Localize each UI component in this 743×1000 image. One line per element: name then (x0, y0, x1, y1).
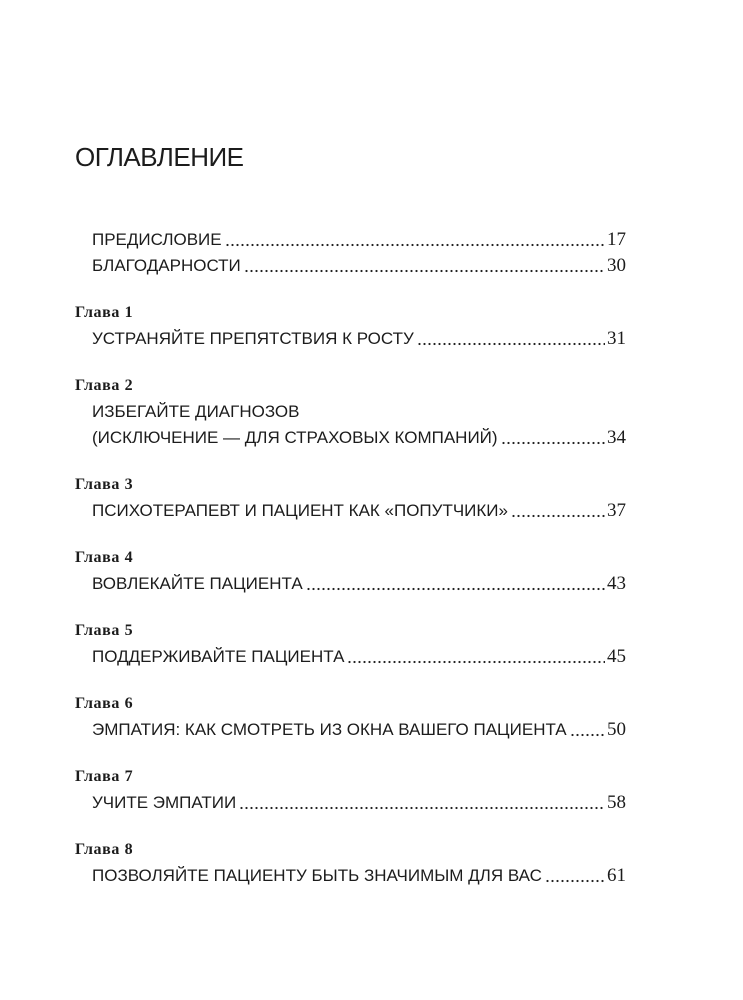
toc-entry-label: ПОДДЕРЖИВАЙТЕ ПАЦИЕНТА (92, 647, 345, 666)
toc-entry-label: ВОВЛЕКАЙТЕ ПАЦИЕНТА (92, 574, 303, 593)
toc-page-number: 30 (607, 255, 626, 276)
dot-leader (570, 717, 605, 743)
dot-leader (511, 498, 605, 524)
toc-page-number: 58 (607, 792, 626, 813)
toc-page-number: 34 (607, 427, 626, 448)
toc-entry-label: (ИСКЛЮЧЕНИЕ — ДЛЯ СТРАХОВЫХ КОМПАНИЙ) (92, 428, 498, 447)
dot-leader (347, 644, 605, 670)
toc-page-number: 17 (607, 229, 626, 250)
chapter-heading: Глава 4 (75, 549, 134, 566)
chapter-heading: Глава 7 (75, 768, 134, 785)
toc-entry-label: ПОЗВОЛЯЙТЕ ПАЦИЕНТУ БЫТЬ ЗНАЧИМЫМ ДЛЯ ВАС (92, 866, 542, 885)
toc-entry-label: УСТРАНЯЙТЕ ПРЕПЯТСТВИЯ К РОСТУ (92, 329, 414, 348)
toc-row-chapter-2 (92, 425, 626, 451)
toc-page-number: 61 (607, 865, 626, 886)
dot-leader (417, 326, 605, 352)
chapter-heading: Глава 5 (75, 622, 134, 639)
dot-leader (545, 863, 605, 889)
toc-page-number: 31 (607, 328, 626, 349)
toc-row-chapter-5 (92, 644, 626, 670)
dot-leader (306, 571, 605, 597)
dot-leader (239, 790, 605, 816)
dot-leader (225, 227, 605, 253)
toc-row-acknowledgements (92, 253, 626, 279)
toc-row-chapter-4 (92, 571, 626, 597)
table-of-contents (75, 227, 626, 889)
toc-entry-label-line: ИЗБЕГАЙТЕ ДИАГНОЗОВ (92, 402, 300, 421)
chapter-heading: Глава 6 (75, 695, 134, 712)
toc-row-chapter-3 (92, 498, 626, 524)
toc-page-number: 45 (607, 646, 626, 667)
chapter-heading: Глава 8 (75, 841, 134, 858)
toc-entry-label: ЭМПАТИЯ: КАК СМОТРЕТЬ ИЗ ОКНА ВАШЕГО ПАЦИЕНТА (92, 720, 567, 739)
toc-entry-label: ПРЕДИСЛОВИЕ (92, 230, 222, 249)
toc-row-preface (92, 227, 626, 253)
toc-entry-label: ПСИХОТЕРАПЕВТ И ПАЦИЕНТ КАК «ПОПУТЧИКИ» (92, 501, 508, 520)
toc-page-number: 37 (607, 500, 626, 521)
toc-row-chapter-8 (92, 863, 626, 889)
toc-page-number: 43 (607, 573, 626, 594)
toc-row-chapter-1 (92, 326, 626, 352)
chapter-heading: Глава 2 (75, 377, 134, 394)
chapter-heading: Глава 1 (75, 304, 134, 321)
toc-entry-label: БЛАГОДАРНОСТИ (92, 256, 241, 275)
toc-row-chapter-7 (92, 790, 626, 816)
chapter-heading: Глава 3 (75, 476, 134, 493)
toc-entry-label: УЧИТЕ ЭМПАТИИ (92, 793, 237, 812)
dot-leader (501, 425, 605, 451)
toc-page-number: 50 (607, 719, 626, 740)
toc-row-chapter-6 (92, 717, 626, 743)
page-title: ОГЛАВЛЕНИЕ (75, 142, 244, 172)
dot-leader (244, 253, 605, 279)
